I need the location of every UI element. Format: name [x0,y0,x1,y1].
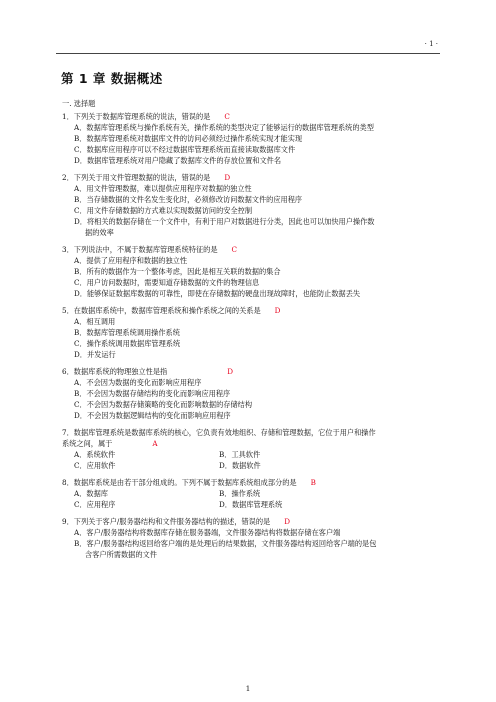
option: A．用文件管理数据，难以提供应用程序对数据的独立性 [74,184,252,193]
answer-letter: C [231,245,238,254]
option: B．客户/服务器结构返回给客户端的是处理后的结果数据，文件服务器结构返回给客户端的是包 [74,539,377,548]
answer-letter: D [227,367,233,376]
option: A．数据库 [74,489,108,498]
question-8 [62,477,442,510]
question-text: 8．数据库系统是由若干部分组成的。下列不属于数据库系统组成部分的是 [62,478,297,487]
option: A．不会因为数据的变化而影响应用程序 [74,378,202,387]
option: C．应用程序 [74,500,116,509]
content [62,98,442,560]
option: D．并发运行 [74,350,116,359]
option: A．客户/服务器结构将数据库存储在服务器端，文件服务器结构将数据存储在客户端 [74,528,341,537]
question-stem: 7．数据库管理系统是数据库系统的核心，它负责有效地组织、存储和管理数据，它位于用户和操作 [62,428,376,437]
question-5 [62,305,442,360]
option: D．能够保证数据库数据的可靠性，即使在存储数据的硬盘出现故障时，也能防止数据丢失 [74,289,361,298]
question-text: 5．在数据库系统中，数据库管理系统和操作系统之间的关系是 [62,306,261,315]
option-continuation: 含客户所需数据的文件 [85,550,157,559]
option: A．相互调用 [74,317,116,326]
chapter-title: 第 1 章 数据概述 [61,71,163,86]
option: A．系统软件 [74,450,116,459]
option: D．数据软件 [219,461,261,470]
option: D．将相关的数据存储在一个文件中，有利于用户对数据进行分类，因此也可以加快用户操作数 [74,217,375,226]
question-9 [62,516,442,560]
option: B．当存储数据的文件名发生变化时，必须修改访问数据文件的应用程序 [74,195,303,204]
option: A．提供了应用程序和数据的独立性 [74,256,188,265]
option: A．数据库管理系统与操作系统有关，操作系统的类型决定了能够运行的数据库管理系统的类型 [74,123,374,132]
section-title: 一. 选择题 [62,99,96,108]
option-row [62,449,442,460]
header-page-number: · 1 · [424,40,438,48]
answer-letter: A [152,439,158,448]
question-stem [62,305,442,316]
question-stem [62,477,442,488]
option: C．数据库应用程序可以不经过数据库管理系统而直接读取数据库文件 [74,145,296,154]
question-6 [62,366,442,421]
answer-letter: B [310,478,316,487]
question-stem [62,111,442,122]
option: D．数据库管理系统 [219,500,283,509]
answer-letter: D [284,517,291,526]
option-row [62,460,442,471]
question-3 [62,244,442,299]
header-rule [56,53,440,54]
question-text: 3．下列说法中，不属于数据库管理系统特征的是 [62,245,218,254]
option: B．工具软件 [219,450,261,459]
option-row [62,488,442,499]
answer-letter: D [224,173,231,182]
option: B．数据库管理系统调用操作系统 [74,328,180,337]
footer-page-number: 1 [245,684,251,693]
option: B．所有的数据作为一个整体考虑，因此是相互关联的数据的集合 [74,267,281,276]
option: C．用户访问数据时，需要知道存储数据的文件的物理信息 [74,278,260,287]
option-continuation: 据的效率 [85,228,114,237]
question-1 [62,111,442,166]
question-7 [62,427,442,471]
answer-letter: D [274,306,281,315]
option: D．不会因为数据逻辑结构的变化而影响应用程序 [74,411,231,420]
question-stem [62,244,442,255]
question-text: 系统之间，属于 [62,439,113,448]
question-stem [62,366,442,377]
question-text: 2．下列关于用文件管理数据的说法，错误的是 [62,173,211,182]
option-row [62,499,442,510]
option: C．不会因为数据存储策略的变化而影响数据的存储结构 [74,400,253,409]
option: C．应用软件 [74,461,116,470]
question-stem [62,172,442,183]
option: C．用文件存储数据的方式难以实现数据访问的安全控制 [74,206,253,215]
question-2 [62,172,442,238]
option: B．不会因为数据存储结构的变化而影响应用程序 [74,389,231,398]
question-text: 1．下列关于数据库管理系统的说法，错误的是 [62,112,211,121]
option: B．数据库管理系统对数据库文件的访问必须经过操作系统实现才能实现 [74,134,303,143]
option: D．数据库管理系统对用户隐藏了数据库文件的存放位置和文件名 [74,156,282,165]
option: B．操作系统 [219,489,261,498]
option: C．操作系统调用数据库管理系统 [74,339,181,348]
question-text: 9．下列关于客户/服务器结构和文件服务器结构的描述，错误的是 [62,517,271,526]
question-text: 6．数据库系统的物理独立性是指 [62,367,168,376]
question-stem-continued [62,438,442,449]
question-stem [62,516,442,527]
answer-letter: C [224,112,230,121]
